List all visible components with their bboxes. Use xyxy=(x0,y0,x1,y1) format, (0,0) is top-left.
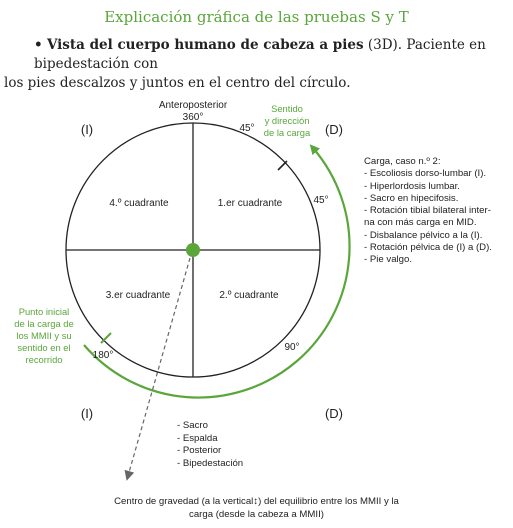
label-right-bottom: (D) xyxy=(324,406,344,421)
view-list-item: - Sacro xyxy=(177,420,208,431)
quadrant-3-label: 3.er cuadrante xyxy=(105,290,171,301)
load-direction-arc xyxy=(84,148,350,398)
punto-inicial-line-1: Punto inicial xyxy=(18,306,70,317)
quadrant-4-label: 4.º cuadrante xyxy=(109,198,169,209)
center-point xyxy=(186,243,200,257)
case-note-item: - Disbalance pélvico a la (I). xyxy=(364,229,483,241)
label-right-top: (D) xyxy=(324,122,344,137)
sentido-line-1: Sentido xyxy=(271,103,303,114)
caption-part-b: ) del equilibrio entre los MMII y la xyxy=(258,496,399,507)
case-note-item: - Pie valgo. xyxy=(364,254,412,266)
case-note-item: na con más carga en MID. xyxy=(364,217,477,229)
caption-line-2: carga (desde la cabeza a MMII) xyxy=(189,508,324,520)
case-note-item: - Escoliosis dorso-lumbar (I). xyxy=(364,168,487,180)
case-notes xyxy=(364,156,513,267)
case-note-item: - Rotación tibial bilateral inter- xyxy=(364,205,491,217)
view-list-item: - Bipedestación xyxy=(177,457,244,469)
view-list-item: - Espalda xyxy=(177,432,218,444)
punto-inicial-line-2: de la carga de xyxy=(14,318,74,329)
label-360: 360° xyxy=(182,112,204,123)
vertical-arrow-icon: ↕ xyxy=(253,496,259,507)
intro-bold-text: Vista del cuerpo humano de cabeza a pies xyxy=(46,37,364,53)
label-45-top: 45° xyxy=(239,123,255,134)
punto-inicial-line-3: los MMII y su xyxy=(16,330,72,341)
view-list-item: - Posterior xyxy=(177,445,222,457)
case-note-item: - Rotación pélvica de (I) a (D). xyxy=(364,242,492,254)
caption-line-1 xyxy=(0,496,513,509)
punto-inicial-line-4: sentido en el xyxy=(17,342,71,353)
quadrant-1-label: 1.er cuadrante xyxy=(217,198,283,209)
label-left-top: (I) xyxy=(80,122,94,137)
sentido-line-2: y dirección xyxy=(264,115,310,126)
case-note-item: - Sacro en hipecifosis. xyxy=(364,192,459,204)
label-anteroposterior: Anteroposterior xyxy=(158,100,228,111)
quadrant-2-label: 2.º cuadrante xyxy=(219,290,279,301)
caption-part-a: Centro de gravedad (a la vertical xyxy=(114,496,254,507)
intro-bullet: • xyxy=(34,37,43,53)
case-note-item: - Hiperlordosis lumbar. xyxy=(364,180,460,192)
case-notes-title: Carga, caso n.º 2: xyxy=(364,156,441,167)
label-180: 180° xyxy=(92,350,114,361)
label-90: 90° xyxy=(284,342,300,353)
label-left-bottom: (I) xyxy=(80,406,94,421)
sentido-line-3: de la carga xyxy=(263,127,311,138)
view-list xyxy=(177,420,243,470)
tick-45 xyxy=(278,161,287,170)
punto-inicial-line-5: recorrido xyxy=(25,354,63,365)
tick-start xyxy=(101,333,111,343)
label-45-right: 45° xyxy=(313,195,329,206)
intro-second-line: los pies descalzos y juntos en el centro del círculo. xyxy=(4,75,351,91)
gravity-caption xyxy=(0,496,513,521)
intro-rest-text: (3D). Paciente en bipedestación con xyxy=(34,37,486,72)
page-heading: Explicación gráfica de las pruebas S y T xyxy=(104,8,409,26)
